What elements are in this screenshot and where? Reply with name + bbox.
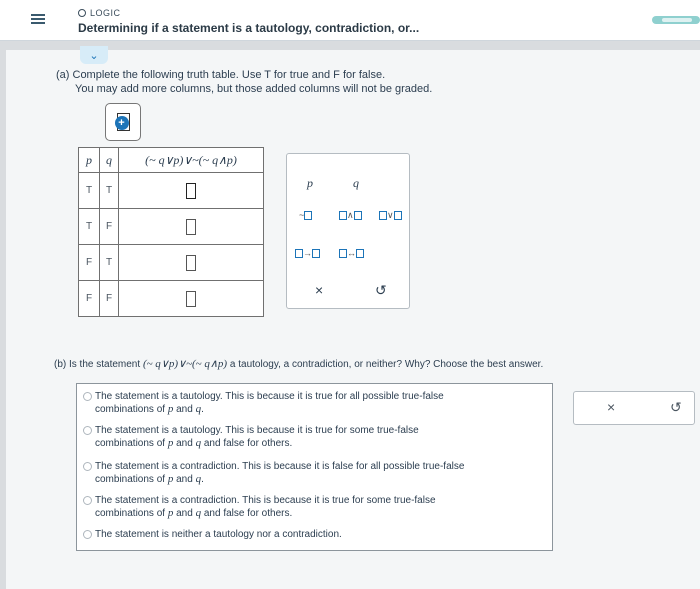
answer-input-box[interactable] xyxy=(186,219,196,235)
truth-table xyxy=(78,147,264,317)
var-q: q xyxy=(195,473,202,485)
palette-q-button[interactable]: q xyxy=(353,176,359,190)
choice-line1: The statement is a tautology. This is because it is true for all possible true-false xyxy=(95,391,444,402)
choice-line1: The statement is neither a tautology nor a contradiction. xyxy=(95,529,342,540)
answer-input-box[interactable] xyxy=(186,183,196,199)
choice-line1: The statement is a contradiction. This is because it is true for some true-false xyxy=(95,495,436,506)
part-a-instructions xyxy=(56,68,432,96)
add-column-icon: + xyxy=(117,113,130,131)
choice-end: . xyxy=(201,474,204,485)
choice-option[interactable] xyxy=(83,529,543,541)
palette-undo-icon[interactable]: ↺ xyxy=(375,282,387,298)
choice-option[interactable] xyxy=(83,425,543,450)
palette-and-button[interactable] xyxy=(339,210,362,221)
clear-icon[interactable]: × xyxy=(607,399,616,415)
cell-q: T xyxy=(100,245,119,281)
and-symbol: ∧ xyxy=(347,210,354,220)
var-p: p xyxy=(167,403,174,415)
cell-q: F xyxy=(100,281,119,317)
header-expression: (~ q∨p)∨~(~ q∧p) xyxy=(119,148,264,173)
choice-line1: The statement is a contradiction. This is because it is false for all possible true-false xyxy=(95,461,465,472)
table-row xyxy=(79,173,264,209)
var-q: q xyxy=(195,403,202,415)
var-q: q xyxy=(195,437,202,449)
header-q: q xyxy=(100,148,119,173)
table-row xyxy=(79,245,264,281)
answer-input-box[interactable] xyxy=(186,255,196,271)
header-p: p xyxy=(79,148,100,173)
menu-icon[interactable] xyxy=(31,12,45,26)
palette-p-button[interactable]: p xyxy=(307,176,313,190)
answer-cell[interactable] xyxy=(119,173,264,209)
answer-actions xyxy=(573,391,695,425)
choice-end: and false for others. xyxy=(203,438,293,449)
cell-q: F xyxy=(100,209,119,245)
palette-biconditional-button[interactable] xyxy=(339,248,364,259)
choice-option[interactable] xyxy=(83,391,543,416)
conditional-symbol: → xyxy=(303,248,312,258)
topic-text: LOGIC xyxy=(90,8,121,18)
choice-option[interactable] xyxy=(83,495,543,520)
choice-and: and xyxy=(176,508,193,519)
part-a-line2: You may add more columns, but those added columns will not be graded. xyxy=(75,83,433,95)
table-row xyxy=(79,209,264,245)
palette-or-button[interactable] xyxy=(379,210,402,221)
cell-p: T xyxy=(79,209,100,245)
radio-button[interactable] xyxy=(83,392,92,401)
part-a-line1: (a) Complete the following truth table. Use T for true and F for false. xyxy=(56,69,386,81)
undo-icon[interactable]: ↺ xyxy=(670,399,682,415)
answer-input-box[interactable] xyxy=(186,291,196,307)
page-title: Determining if a statement is a tautology, contradiction, or... xyxy=(78,21,420,35)
var-p: p xyxy=(167,437,174,449)
cell-p: F xyxy=(79,245,100,281)
table-row xyxy=(79,281,264,317)
part-b-expression: (~ q∨p)∨~(~ q∧p) xyxy=(142,358,228,370)
cell-p: F xyxy=(79,281,100,317)
cell-q: T xyxy=(100,173,119,209)
top-bar xyxy=(0,0,700,41)
radio-button[interactable] xyxy=(83,496,92,505)
or-symbol: ∨ xyxy=(387,210,394,220)
symbol-palette xyxy=(286,153,410,309)
palette-conditional-button[interactable] xyxy=(295,248,320,259)
answer-cell[interactable] xyxy=(119,209,264,245)
progress-indicator xyxy=(652,16,700,24)
choice-line2: combinations of xyxy=(95,438,166,449)
choice-and: and xyxy=(176,404,193,415)
topic-label xyxy=(78,8,121,18)
var-p: p xyxy=(167,473,174,485)
answer-cell[interactable] xyxy=(119,281,264,317)
answer-cell[interactable] xyxy=(119,245,264,281)
cell-p: T xyxy=(79,173,100,209)
part-b-prefix: (b) Is the statement xyxy=(54,359,141,370)
var-p: p xyxy=(167,507,174,519)
choice-end: and false for others. xyxy=(203,508,293,519)
part-b-suffix: a tautology, a contradiction, or neither? Why? Choose the best answer. xyxy=(229,359,544,370)
add-column-button[interactable] xyxy=(105,103,141,141)
radio-button[interactable] xyxy=(83,530,92,539)
choice-line2: combinations of xyxy=(95,474,166,485)
part-b-question xyxy=(54,357,543,370)
answer-choices xyxy=(76,383,553,551)
choice-line2: combinations of xyxy=(95,508,166,519)
choice-line2: combinations of xyxy=(95,404,166,415)
choice-option[interactable] xyxy=(83,461,543,486)
not-symbol: ~ xyxy=(299,210,305,220)
truth-table-header xyxy=(79,148,264,173)
collapse-chevron-down-icon[interactable]: ⌄ xyxy=(80,46,108,64)
topic-circle-icon xyxy=(78,9,86,17)
biconditional-symbol: ↔ xyxy=(347,248,356,258)
palette-not-button[interactable] xyxy=(299,210,312,221)
radio-button[interactable] xyxy=(83,462,92,471)
choice-and: and xyxy=(176,474,193,485)
radio-button[interactable] xyxy=(83,426,92,435)
choice-line1: The statement is a tautology. This is because it is true for some true-false xyxy=(95,425,419,436)
choice-and: and xyxy=(176,438,193,449)
choice-end: . xyxy=(201,404,204,415)
palette-clear-icon[interactable]: × xyxy=(315,282,324,298)
var-q: q xyxy=(195,507,202,519)
